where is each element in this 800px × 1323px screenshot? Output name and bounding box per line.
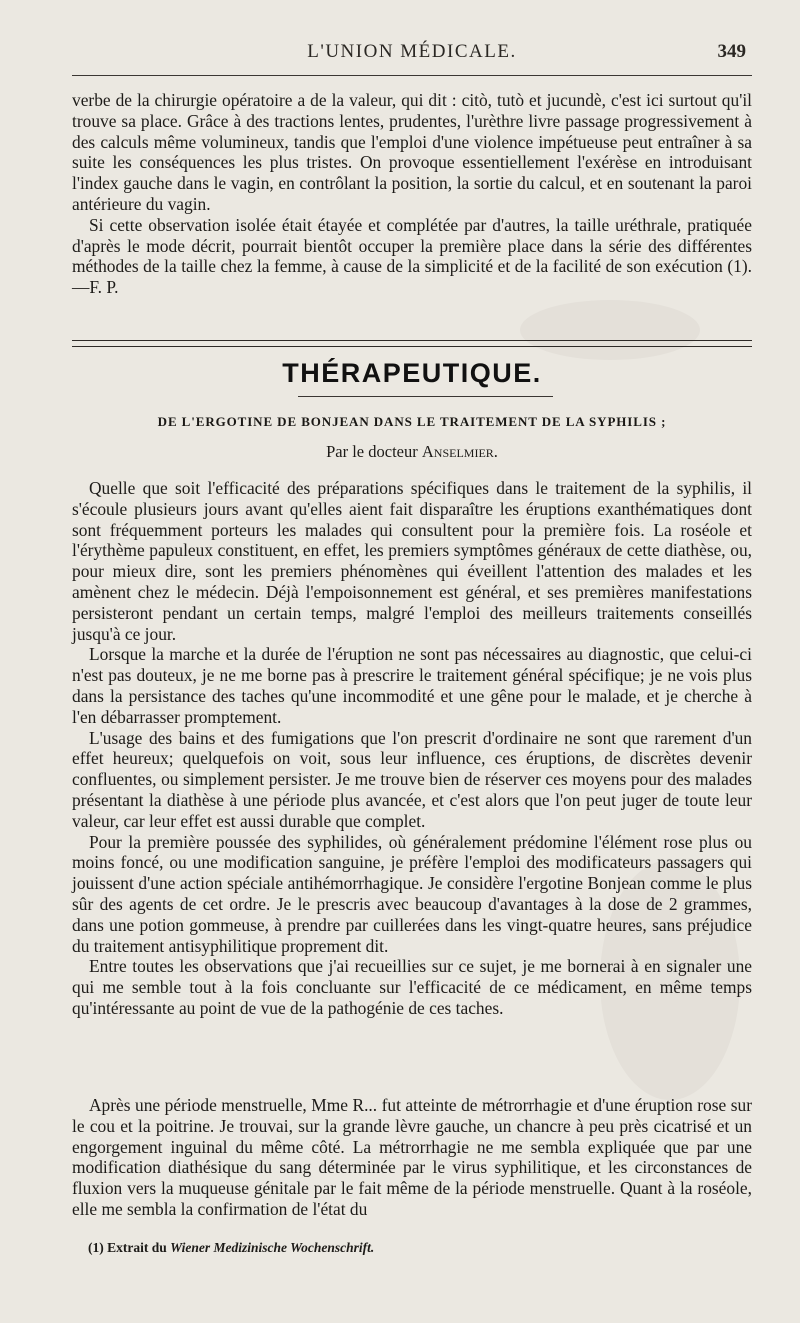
article-paragraph: Quelle que soit l'efficacité des préparations spécifiques dans le traitement de la syphilis, il s'écoule plusieurs jours avant qu'elles aient fait disparaître les éruptions exanthématiques dont sont fréquemment porteurs les malades qui consultent pour la première fois. La roséole et l'érythème papuleux constituent, en effet, les premiers symptômes généraux de cette diathèse, ou, pour mieux dire, sont les premiers phénomènes qui éveillent l'attention des malades et les amènent chez le médecin. Déjà l'empoisonnement est général, et ses premières manifestations persisteront pendant un certain temps, malgré l'emploi des meilleurs traitements conseillés jusqu'à ce jour. [72,478,752,644]
section-divider [72,340,752,347]
section-title-underline [298,396,553,397]
footnote [88,1240,752,1256]
intro-text-block [72,90,752,298]
observation-block [72,1095,752,1220]
footnote-source: Wiener Medizinische Wochenschrift. [170,1240,375,1255]
header-rule [72,75,752,76]
observation-paragraph: Après une période menstruelle, Mme R... fut atteinte de métrorrhagie et d'une éruption rose sur le cou et la poitrine. Je trouvai, sur la grande lèvre gauche, un chancre à peu près cicatrisé et un engorgement inguinal du même côté. La métrorrhagie ne me sembla expliquée que par une modification diathésique du sang déterminée par le virus syphilitique, et les circonstances de fluxion vers la muqueuse génitale par le fait même de la période menstruelle. Quant à la roséole, elle me sembla la confirmation de l'état du [72,1095,752,1219]
intro-paragraph: verbe de la chirurgie opératoire a de la valeur, qui dit : citò, tutò et jucundè, c'est ici surtout qu'il trouve sa place. Grâce à des tractions lentes, prudentes, l'urèthre livre passage progressivement à des calculs même volumineux, tandis que l'emploi d'une violence impétueuse peut entraîner à sa suite les conséquences les plus tristes. On provoque essentiellement l'exérèse en introduisant l'index gauche dans le vagin, en contrôlant la position, la sortie du calcul, et en soutenant la paroi antérieure du vagin. [72,90,752,214]
author-prefix: Par le docteur [326,442,422,461]
section-title: THÉRAPEUTIQUE. [282,358,542,388]
page-number: 349 [717,41,746,62]
intro-paragraph: Si cette observation isolée était étayée et complétée par d'autres, la taille uréthrale, pratiquée d'après le mode décrit, pourrait bientôt occuper la première place dans la série des différentes méthodes de la taille chez la femme, à cause de la simplicité et de la facilité de son exécution (1). —F. P. [72,214,752,298]
running-head [72,41,752,67]
article-title: DE L'ERGOTINE DE BONJEAN DANS LE TRAITEMENT DE LA SYPHILIS ; [157,414,667,429]
running-title: L'UNION MÉDICALE. [307,41,517,62]
article-paragraph: Lorsque la marche et la durée de l'éruption ne sont pas nécessaires au diagnostic, que celui-ci n'est pas douteux, je ne me borne pas à prescrire le traitement général spécifique; je ne vois plus dans la persistance des taches qu'une incommodité et une gêne pour le malade, et je cherche à l'en débarrasser promptement. [72,644,752,727]
author-name: Anselmier. [421,442,498,461]
article-paragraph: L'usage des bains et des fumigations que l'on prescrit d'ordinaire ne sont que rarement d'un effet heureux; quelquefois on voit, sous leur influence, ces éruptions, de discrètes devenir confluentes, ou simplement persister. Je me trouve bien de réserver ces moyens pour des malades présentant la diathèse à une période plus avancée, et c'est alors que l'on peut juger de toute leur valeur, car leur effet est aussi durable que complet. [72,727,752,831]
article-paragraph: Entre toutes les observations que j'ai recueillies sur ce sujet, je me bornerai à en signaler une qui me semble tout à la fois concluante sur l'efficacité de ce médicament, en même temps qu'intéressante au point de vue de la pathogénie de ces taches. [72,956,752,1018]
page-stain [520,300,700,360]
article-body [72,478,752,1019]
footnote-marker: (1) Extrait du [88,1240,171,1255]
article-paragraph: Pour la première poussée des syphilides, où généralement prédomine l'élément rose plus ou moins foncé, ou une modification sanguine, je préfère l'emploi des modificateurs passagers qui jouissent d'une action spéciale antihémorrhagique. Je considère l'ergotine Bonjean comme le plus sûr des agents de cet ordre. Je le prescris avec beaucoup d'avantages à la dose de 2 grammes, dans une potion gommeuse, à prendre par cuillerées dans les vingt-quatre heures, sans préjudice du traitement antisyphilitique proprement dit. [72,831,752,956]
author-line [72,442,752,462]
